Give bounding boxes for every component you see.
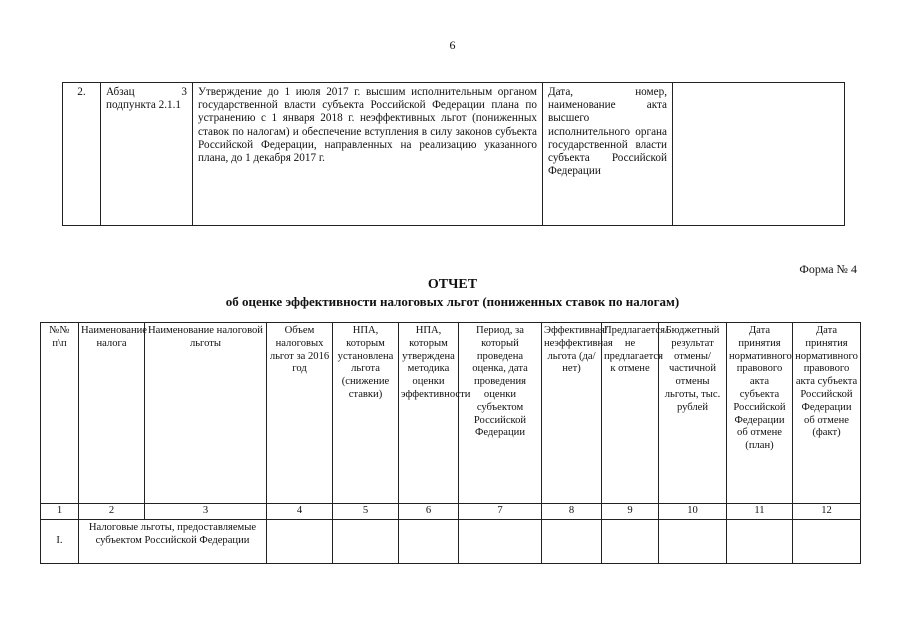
report-subtitle: об оценке эффективности налоговых льгот (пониженных ставок по налогам) <box>225 294 680 309</box>
column-number: 3 <box>145 504 267 520</box>
header-cell: Дата принятия нормативного правового акта субъекта Российской Федерации об отмене (факт) <box>793 323 861 504</box>
page-number: 6 <box>449 38 456 52</box>
column-number-row <box>41 504 861 520</box>
header-cell: №№ п\п <box>41 323 79 504</box>
empty-cell <box>267 520 333 564</box>
column-number: 8 <box>542 504 602 520</box>
header-cell: Период, за который проведена оценка, дата проведения оценки субъектом Российской Федерации <box>459 323 542 504</box>
row-document: Дата, номер, наименование акта высшего исполнительного органа государственной власти субъекта Российской Федерации <box>543 83 673 226</box>
row-action: Утверждение до 1 июля 2017 г. высшим исполнительным органом государственной власти субъекта Российской Федерации плана по устранению с 1 января 2018 г. неэффективных льгот (пониженных ставок по налогам) и обеспечение вступления в силу законов субъекта Российской Федерации, направленных на реализацию указанного плана, до 1 декабря 2017 г. <box>193 83 543 226</box>
column-number: 10 <box>659 504 727 520</box>
header-cell: Эффективная/неэффективная льгота (да/нет) <box>542 323 602 504</box>
row-reference: Абзац 3 подпункта 2.1.1 <box>101 83 193 226</box>
form-label: Форма № 4 <box>799 262 857 276</box>
empty-cell <box>399 520 459 564</box>
empty-cell <box>542 520 602 564</box>
header-cell: Дата принятия нормативного правового акта субъекта Российской Федерации об отмене (план) <box>727 323 793 504</box>
report-table <box>40 322 861 564</box>
header-row <box>41 323 861 504</box>
column-number: 2 <box>79 504 145 520</box>
row-number: 2. <box>63 83 101 226</box>
header-cell: Бюджетный результат отмены/частичной отмены льготы, тыс. рублей <box>659 323 727 504</box>
column-number: 12 <box>793 504 861 520</box>
empty-cell <box>459 520 542 564</box>
column-number: 5 <box>333 504 399 520</box>
plan-table <box>62 82 845 226</box>
empty-cell <box>727 520 793 564</box>
column-number: 4 <box>267 504 333 520</box>
empty-cell <box>793 520 861 564</box>
empty-cell <box>602 520 659 564</box>
table-row <box>63 83 845 226</box>
empty-cell <box>659 520 727 564</box>
column-number: 1 <box>41 504 79 520</box>
empty-cell <box>333 520 399 564</box>
section-number: I. <box>41 520 79 564</box>
column-number: 11 <box>727 504 793 520</box>
column-number: 7 <box>459 504 542 520</box>
header-cell: Наименование налоговой льготы <box>145 323 267 504</box>
section-label: Налоговые льготы, предоставляемые субъектом Российской Федерации <box>79 520 267 564</box>
row-extra <box>673 83 845 226</box>
column-number: 6 <box>399 504 459 520</box>
header-cell: Объем налоговых льгот за 2016 год <box>267 323 333 504</box>
header-cell: НПА, которым утверждена методика оценки эффективности <box>399 323 459 504</box>
table-row <box>41 520 861 564</box>
header-cell: Наименование налога <box>79 323 145 504</box>
header-cell: НПА, которым установлена льгота (снижение ставки) <box>333 323 399 504</box>
column-number: 9 <box>602 504 659 520</box>
header-cell: Предлагается/не предлагается к отмене <box>602 323 659 504</box>
report-title: ОТЧЕТ <box>427 277 478 292</box>
